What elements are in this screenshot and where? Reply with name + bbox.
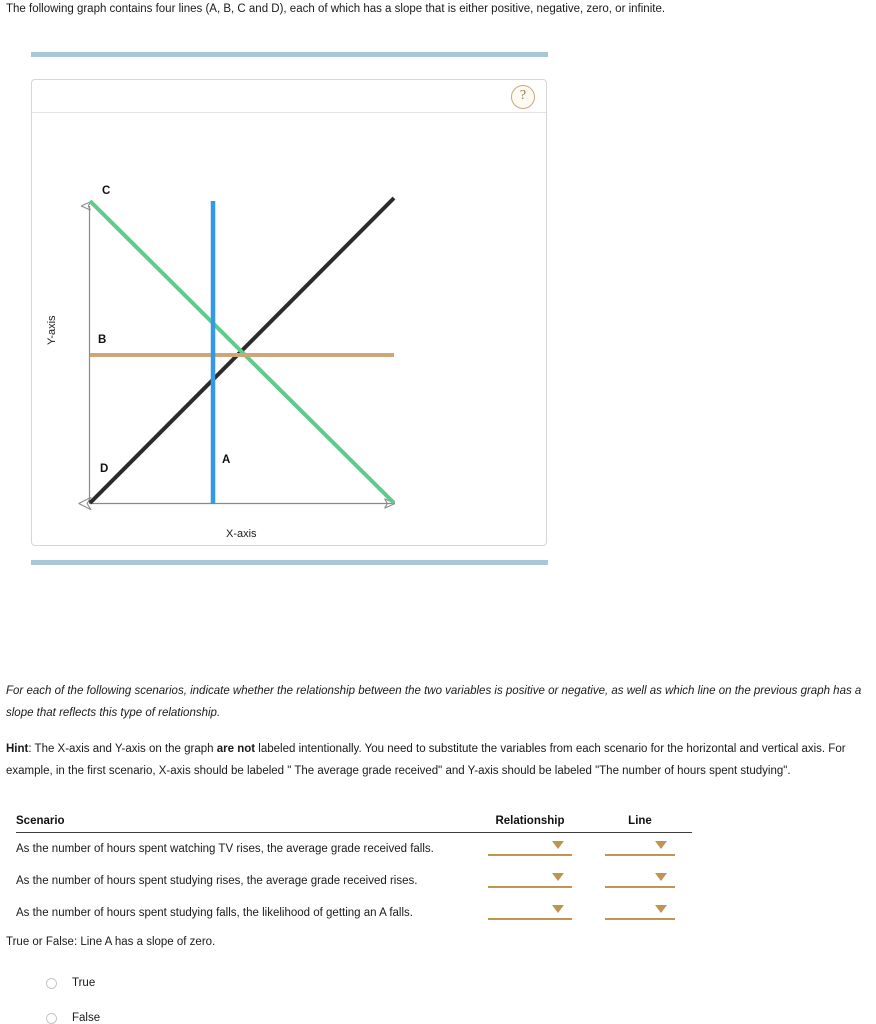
chevron-down-icon	[655, 873, 667, 881]
chevron-down-icon	[552, 905, 564, 913]
y-axis-label: Y-axis	[46, 315, 58, 345]
chart-label-a: A	[222, 454, 231, 466]
column-header-scenario: Scenario	[16, 815, 65, 827]
column-header-relationship: Relationship	[495, 815, 565, 827]
chart-label-b: B	[98, 334, 107, 346]
hint-emphasis: are not	[216, 743, 256, 755]
column-header-line: Line	[628, 815, 652, 827]
chevron-down-icon	[655, 905, 667, 913]
graph-svg	[32, 113, 548, 546]
relationship-cell	[472, 897, 588, 929]
scenario-table-body	[16, 833, 692, 930]
hint-label: Hint	[6, 743, 29, 755]
scenario-text: As the number of hours spent studying falls, the likelihood of getting an A falls.	[16, 907, 413, 919]
line-dropdown-2[interactable]	[605, 871, 675, 888]
table-row	[16, 897, 692, 929]
chevron-down-icon	[552, 873, 564, 881]
true-false-question: True or False: Line A has a slope of zero.	[6, 936, 216, 948]
x-axis-label: X-axis	[226, 528, 257, 540]
chart-label-d: D	[100, 463, 109, 475]
radio-label-true: True	[72, 977, 96, 989]
radio-option-false[interactable]	[46, 1012, 100, 1024]
radio-label-false: False	[72, 1012, 101, 1024]
scenario-text: As the number of hours spent studying rises, the average grade received rises.	[16, 875, 418, 887]
radio-button-false-icon[interactable]	[46, 1013, 57, 1024]
relationship-dropdown-2[interactable]	[488, 871, 572, 888]
plot-area	[32, 113, 546, 546]
line-cell	[588, 833, 692, 866]
radio-option-true[interactable]	[46, 977, 95, 989]
hint-text-after: labeled intentionally. You need to substitute the variables from each scenario for the horizontal and vertical axis. For example, in the first scenario, X-axis should be labeled " The average grade received" and Y-axis should be labeled "The number of hours spent studying".	[6, 743, 846, 777]
table-row	[16, 865, 692, 897]
intro-paragraph: The following graph contains four lines (A, B, C and D), each of which has a slope that is either positive, negative, zero, or infinite.	[6, 3, 666, 15]
relationship-dropdown-1[interactable]	[488, 839, 572, 856]
relationship-cell	[472, 833, 588, 866]
section-divider-bottom	[31, 560, 548, 565]
relationship-dropdown-3[interactable]	[488, 903, 572, 920]
line-cell	[588, 897, 692, 929]
radio-button-true-icon[interactable]	[46, 978, 57, 989]
scenario-table-head	[16, 815, 692, 833]
scenario-text: As the number of hours spent watching TV rises, the average grade received falls.	[16, 843, 434, 855]
table-row	[16, 833, 692, 866]
hint-paragraph	[6, 738, 868, 782]
relationship-cell	[472, 865, 588, 897]
chevron-down-icon	[552, 841, 564, 849]
instructions-paragraph: For each of the following scenarios, indicate whether the relationship between the two variables is positive or negative, as well as which line on the previous graph has a slope that reflects this type of relationship.	[6, 685, 862, 719]
chevron-down-icon	[655, 841, 667, 849]
help-icon[interactable]: ?	[511, 85, 535, 109]
graph-card	[31, 79, 547, 546]
line-dropdown-3[interactable]	[605, 903, 675, 920]
section-divider-top	[31, 52, 548, 57]
scenario-table-wrapper	[16, 815, 692, 929]
line-dropdown-1[interactable]	[605, 839, 675, 856]
hint-text-before: : The X-axis and Y-axis on the graph	[28, 743, 217, 755]
line-cell	[588, 865, 692, 897]
table-header-row	[16, 815, 692, 833]
graph-card-header	[32, 80, 546, 113]
chart-label-c: C	[102, 185, 111, 197]
scenario-table	[16, 815, 692, 929]
